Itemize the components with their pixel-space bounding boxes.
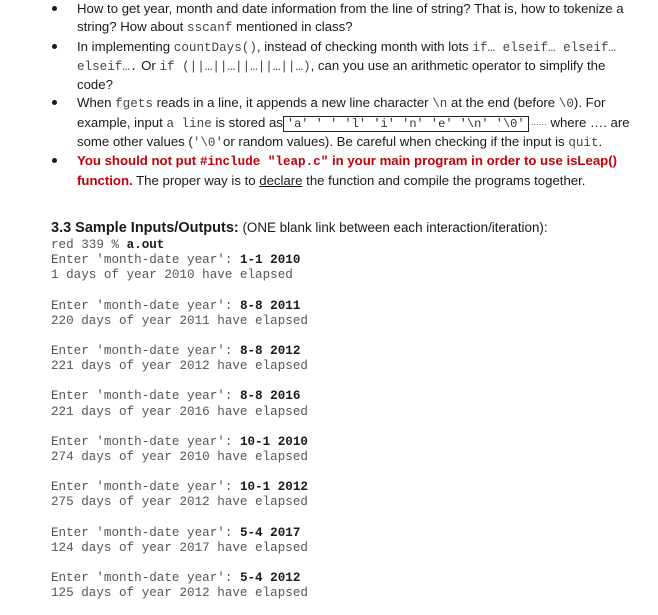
underlined-text: declare bbox=[259, 172, 303, 188]
prompt-line bbox=[51, 253, 308, 268]
hint-text: the function and compile the programs together. bbox=[302, 172, 586, 188]
inline-code: \0 bbox=[558, 97, 574, 112]
prompt-line bbox=[51, 571, 308, 586]
hint-item bbox=[40, 94, 640, 152]
hint-text: . bbox=[598, 134, 603, 150]
input-prompt: Enter 'month-date year': bbox=[51, 525, 240, 540]
blank-line bbox=[51, 284, 308, 299]
hint-text: or random values). Be careful when checking if the input is bbox=[223, 134, 569, 150]
hint-list bbox=[40, 0, 640, 190]
user-input: 10-1 2010 bbox=[239, 434, 308, 449]
program-output: 221 days of year 2016 have elapsed bbox=[51, 404, 308, 419]
hint-item bbox=[40, 0, 640, 38]
terminal-output bbox=[51, 238, 308, 601]
inline-code: fgets bbox=[115, 97, 153, 112]
program-output: 125 days of year 2012 have elapsed bbox=[51, 586, 308, 601]
hint-text: The proper way is to bbox=[132, 172, 260, 188]
input-prompt: Enter 'month-date year': bbox=[51, 253, 240, 268]
bullet-icon bbox=[52, 158, 57, 163]
program-output: 220 days of year 2011 have elapsed bbox=[51, 313, 308, 328]
prompt-line bbox=[51, 344, 308, 359]
blank-line bbox=[51, 511, 308, 526]
input-prompt: Enter 'month-date year': bbox=[51, 344, 240, 359]
input-prompt: Enter 'month-date year': bbox=[51, 571, 240, 586]
hint-text: at the end (before bbox=[447, 95, 559, 111]
input-prompt: Enter 'month-date year': bbox=[51, 298, 240, 313]
char-array-box: 'a' ' ' 'l' 'i' 'n' 'e' '\n' '\0' bbox=[283, 116, 529, 132]
prompt-line bbox=[51, 480, 308, 495]
program-output: 275 days of year 2012 have elapsed bbox=[51, 495, 308, 510]
program-output: 1 days of year 2010 have elapsed bbox=[51, 268, 293, 283]
shell-prompt: red 339 % bbox=[51, 238, 127, 252]
section-heading-line bbox=[51, 220, 548, 236]
prompt-line bbox=[51, 435, 308, 450]
hint-text: mentioned in class? bbox=[232, 19, 353, 35]
shell-command: a.out bbox=[126, 238, 165, 252]
hint-text: , instead of checking month with lots bbox=[256, 38, 473, 54]
section-note: (ONE blank link between each interaction/iteration): bbox=[238, 220, 548, 235]
bullet-icon bbox=[52, 6, 57, 11]
prompt-line bbox=[51, 299, 308, 314]
hint-text: Or bbox=[137, 57, 160, 73]
user-input: 8-8 2012 bbox=[239, 344, 301, 359]
blank-line bbox=[51, 329, 308, 344]
inline-code: if… elseif… elseif… elseif…. bbox=[77, 40, 617, 74]
inline-code: \n bbox=[432, 97, 448, 112]
hint-text: In implementing bbox=[77, 38, 174, 54]
inline-code: quit bbox=[568, 136, 599, 151]
user-input: 5-4 2012 bbox=[239, 571, 301, 586]
hint-text: reads in a line, it appends a new line character bbox=[152, 95, 433, 111]
hint-text: is stored as bbox=[211, 114, 283, 130]
blank-line bbox=[51, 374, 308, 389]
prompt-line bbox=[51, 526, 308, 541]
inline-code: sscanf bbox=[186, 21, 233, 36]
input-prompt: Enter 'month-date year': bbox=[51, 434, 240, 449]
input-prompt: Enter 'month-date year': bbox=[51, 480, 240, 495]
inline-code: a line bbox=[166, 116, 212, 131]
blank-line bbox=[51, 420, 308, 435]
section-heading: 3.3 Sample Inputs/Outputs: bbox=[51, 220, 239, 236]
blank-line bbox=[51, 465, 308, 480]
program-output: 274 days of year 2010 have elapsed bbox=[51, 450, 308, 465]
hint-text: When bbox=[77, 95, 116, 111]
inline-code: #include "leap.c" bbox=[199, 155, 329, 170]
bullet-icon bbox=[52, 44, 57, 49]
blank-line bbox=[51, 556, 308, 571]
program-output: 124 days of year 2017 have elapsed bbox=[51, 540, 308, 555]
inline-code: countDays() bbox=[173, 40, 257, 55]
user-input: 8-8 2011 bbox=[239, 298, 301, 313]
shell-command-line bbox=[51, 238, 308, 253]
prompt-line bbox=[51, 389, 308, 404]
hint-text: How to get year, month and date information from the line of string? That is, how to tokenize a string? How about bbox=[77, 1, 624, 35]
user-input: 10-1 2012 bbox=[239, 480, 308, 495]
user-input: 5-4 2017 bbox=[239, 525, 301, 540]
input-prompt: Enter 'month-date year': bbox=[51, 389, 240, 404]
hint-item bbox=[40, 38, 640, 95]
hint-text: where …. are some other values ( bbox=[77, 114, 630, 150]
user-input: 8-8 2016 bbox=[239, 389, 301, 404]
inline-code: '\0' bbox=[192, 136, 224, 151]
bullet-icon bbox=[52, 100, 57, 105]
hint-text: , can you use an arithmetic operator to simplify the code? bbox=[77, 57, 606, 93]
user-input: 1-1 2010 bbox=[239, 253, 301, 268]
hint-text: ). For example, input bbox=[77, 95, 606, 130]
inline-code: if (||…||…||…||…||…) bbox=[159, 59, 311, 74]
program-output: 221 days of year 2012 have elapsed bbox=[51, 359, 308, 374]
ellipsis: …… bbox=[528, 117, 547, 127]
warning-text: You should not put bbox=[77, 153, 200, 169]
hint-item bbox=[40, 152, 640, 190]
warning-text: in your main program in order to use isLeap() function. bbox=[77, 153, 617, 188]
